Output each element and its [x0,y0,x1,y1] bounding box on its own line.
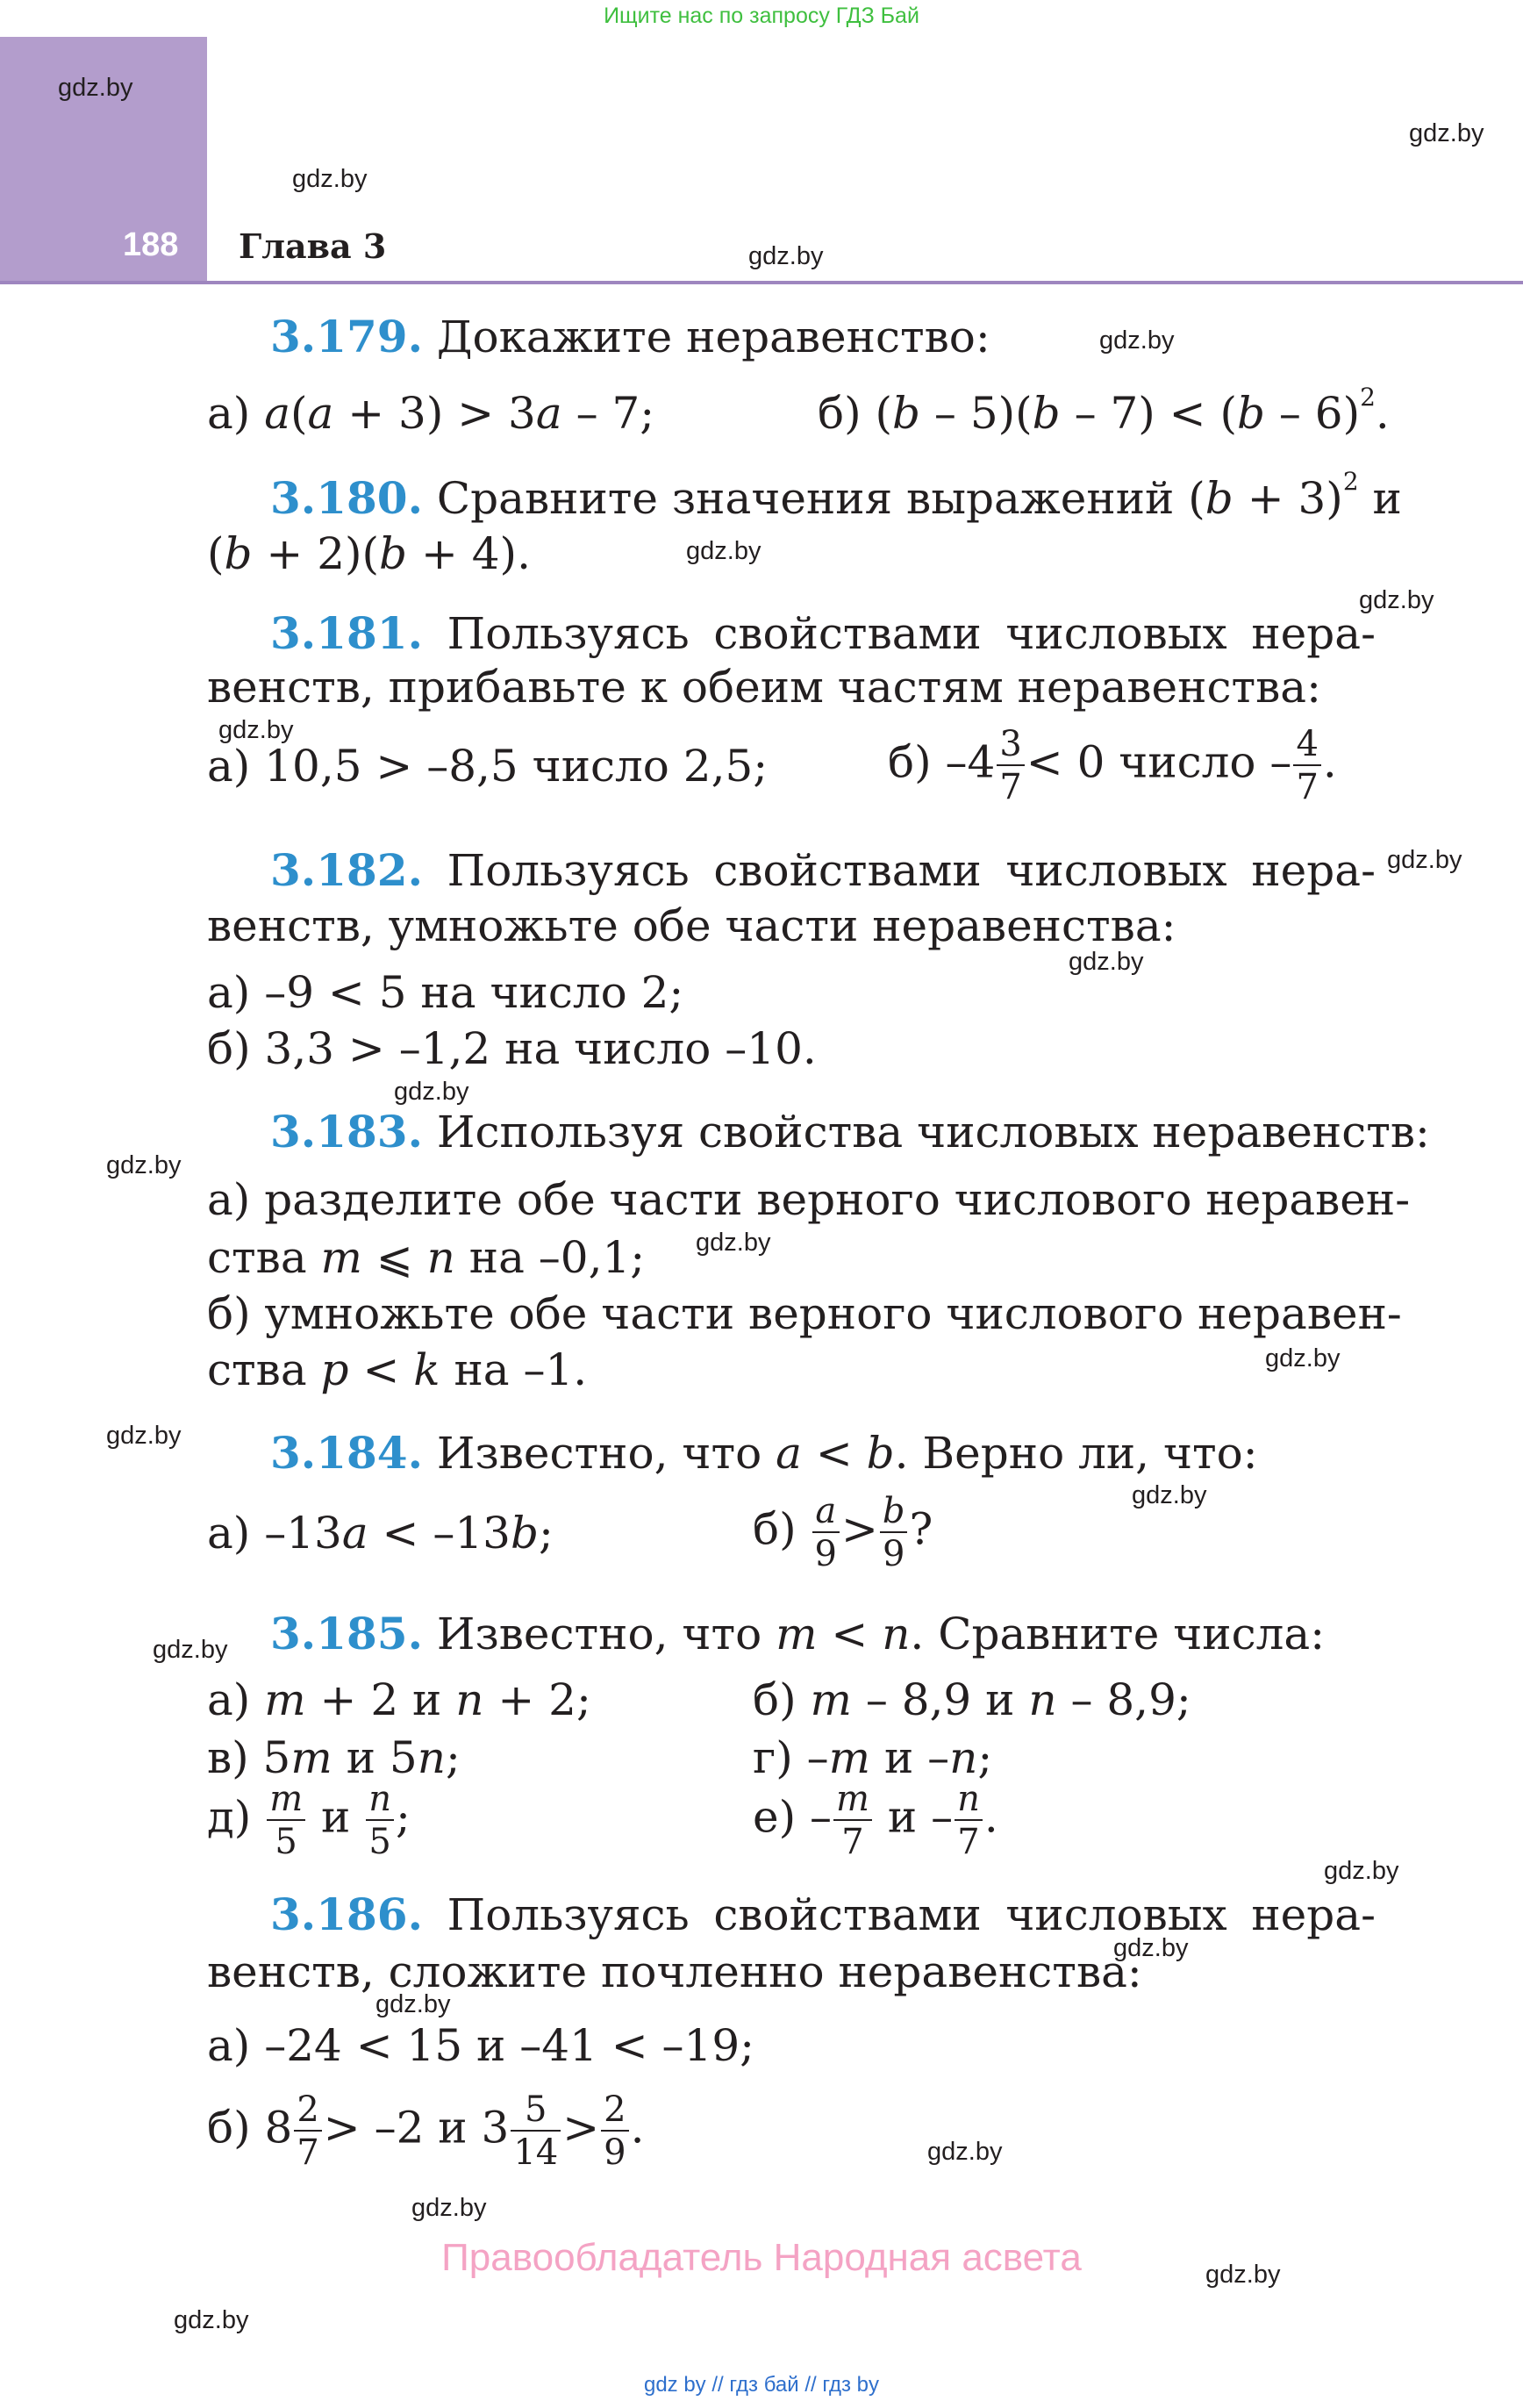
watermark: gdz.by [1132,1481,1207,1509]
page-number: 188 [123,226,179,263]
problem-text: Используя свойства числовых неравенств: [436,1107,1430,1157]
problem-3-179-item-a: а) a(a + 3) > 3a – 7; [207,388,655,439]
watermark: gdz.by [174,2306,249,2334]
problem-3-179-item-b: б) (b – 5)(b – 7) < (b – 6)$^2$. [818,383,1390,439]
watermark: gdz.by [927,2138,1003,2166]
watermark: gdz.by [1387,846,1462,874]
problem-3-185-item-a: а) m + 2 и n + 2; [207,1674,591,1725]
problem-number: 3.181. [270,607,423,659]
watermark: gdz.by [292,165,368,193]
problem-3-186-line-1 [270,1888,1376,1940]
problem-3-184-title: 3.184. Известно, что a < b. Верно ли, что: [270,1427,1258,1479]
problem-number: 3.180. [270,472,423,524]
problem-3-182-item-b: б) 3,3 > –1,2 на число –10. [207,1023,817,1074]
conjunction-text: и [476,2020,506,2071]
problem-number: 3.179. [270,311,423,362]
problem-3-183-item-b-line-2: ства p < k на –1. [207,1344,588,1395]
problem-3-182-line-1 [270,844,1376,896]
problem-number: 3.182. [270,844,423,896]
watermark: gdz.by [1359,586,1434,614]
problem-3-180-line-2: (b + 2)(b + 4). [207,528,531,579]
problem-3-183-title [270,1106,1430,1157]
watermark: gdz.by [1205,2261,1281,2289]
problem-text: Верно ли, что: [922,1428,1258,1479]
watermark: gdz.by [375,1990,451,2018]
watermark: gdz.by [696,1229,771,1257]
problem-number: 3.184. [270,1427,423,1479]
problem-text: Докажите неравенство: [436,312,990,362]
problem-3-183-item-b-line-1: б) умножьте обе части верного числового неравен- [207,1288,1402,1339]
header-rule [0,281,1523,284]
problem-3-185-title: 3.185. Известно, что m < n. Сравните числа: [270,1608,1326,1659]
problem-3-183-item-a-line-1: а) разделите обе части верного числового неравен- [207,1174,1411,1225]
problem-text: Пользуясь свойствами числовых нера- [447,1889,1376,1940]
problem-3-181-item-a: а) 10,5 > –8,5 число 2,5; [207,741,769,792]
item-text: число 2,5; [532,741,769,792]
problem-3-181-item-b: б) –4 $\frac{3}{7}$ < 0 число – $\frac{4}{7}$ . [888,724,1337,807]
watermark: gdz.by [411,2194,487,2222]
problem-3-180-line-1: 3.180. Сравните значения выражений $(b + 3)^2$ и [270,467,1402,524]
problem-3-186-item-b: б) 8 $\frac{2}{7}$ > –2 и 3 $\frac{5}{14}$ > $\frac{2}{9}$ . [207,2089,645,2173]
conjunction-text: и [438,2102,468,2154]
conjunction-text: и [887,1791,918,1843]
item-text: на число –10. [504,1023,817,1074]
watermark: gdz.by [748,242,824,270]
problem-text: Пользуясь свойствами числовых нера- [447,608,1376,659]
conjunction-text: и [1372,473,1402,524]
item-text: ства [207,1232,307,1283]
watermark: gdz.by [1409,119,1484,147]
problem-3-183-item-a-line-2: ства m ⩽ n на –0,1; [207,1232,646,1283]
watermark: gdz.by [1324,1857,1399,1885]
copyright-owner: Правообладатель Народная асвета [441,2236,1082,2279]
problem-3-181-line-1 [270,607,1376,659]
watermark: gdz.by [686,537,762,565]
problem-3-185-item-v: в) 5m и 5n; [207,1732,461,1783]
problem-3-185-item-d: д) $\frac{m}{5}$ и $\frac{n}{5}$ ; [207,1779,411,1862]
problem-text: Известно, что [436,1428,762,1479]
watermark: gdz.by [106,1422,182,1450]
watermark: gdz.by [1265,1344,1341,1372]
problem-3-185-item-g: г) –m и –n; [753,1732,993,1783]
problem-3-182-line-2: венств, умножьте обе части неравенства: [207,900,1176,951]
problem-text: Сравните значения выражений [436,473,1175,524]
conjunction-text: и [985,1674,1015,1725]
chapter-title: Глава 3 [239,226,387,266]
watermark: gdz.by [394,1078,469,1106]
item-text: на число 2; [420,967,684,1018]
watermark: gdz.by [1069,948,1144,976]
problem-3-185-item-e: е) – $\frac{m}{7}$ и – $\frac{n}{7}$ . [753,1779,998,1862]
footer-links[interactable]: gdz by // гдз бай // гдз by [643,2373,880,2397]
problem-number: 3.183. [270,1106,423,1157]
problem-number: 3.185. [270,1608,423,1659]
item-text: ства [207,1344,307,1395]
problem-3-185-item-b: б) m – 8,9 и n – 8,9; [753,1674,1191,1725]
watermark: gdz.by [1113,1934,1189,1962]
problem-3-182-item-a: а) –9 < 5 на число 2; [207,967,684,1018]
problem-3-186-line-2: венств, сложите почленно неравенства: [207,1946,1142,1997]
problem-3-184-item-b: б) $\frac{a}{9}$ > $\frac{b}{9}$ ? [753,1491,933,1574]
watermark: gdz.by [218,716,294,744]
top-banner: Ищите нас по запросу ГДЗ Бай [604,4,919,28]
problem-text: Известно, что [436,1609,762,1659]
watermark: gdz.by [1099,326,1175,355]
problem-3-184-item-a: а) –13a < –13b; [207,1508,554,1559]
watermark: gdz.by [58,74,133,102]
conjunction-text: и [346,1732,376,1783]
problem-number: 3.186. [270,1888,423,1940]
conjunction-text: и [883,1732,914,1783]
problem-text: Пользуясь свойствами числовых нера- [447,845,1376,896]
problem-text: Сравните числа: [938,1609,1326,1659]
item-text: число [1119,736,1256,788]
conjunction-text: и [412,1674,442,1725]
item-text: на –0,1; [468,1232,646,1283]
conjunction-text: и [321,1791,351,1843]
problem-3-179-title [270,311,990,362]
watermark: gdz.by [153,1636,228,1664]
problem-3-186-item-a: а) –24 < 15 и –41 < –19; [207,2020,755,2071]
item-text: на –1. [454,1344,588,1395]
watermark: gdz.by [106,1151,182,1179]
problem-3-181-line-2: венств, прибавьте к обеим частям неравенства: [207,662,1321,713]
